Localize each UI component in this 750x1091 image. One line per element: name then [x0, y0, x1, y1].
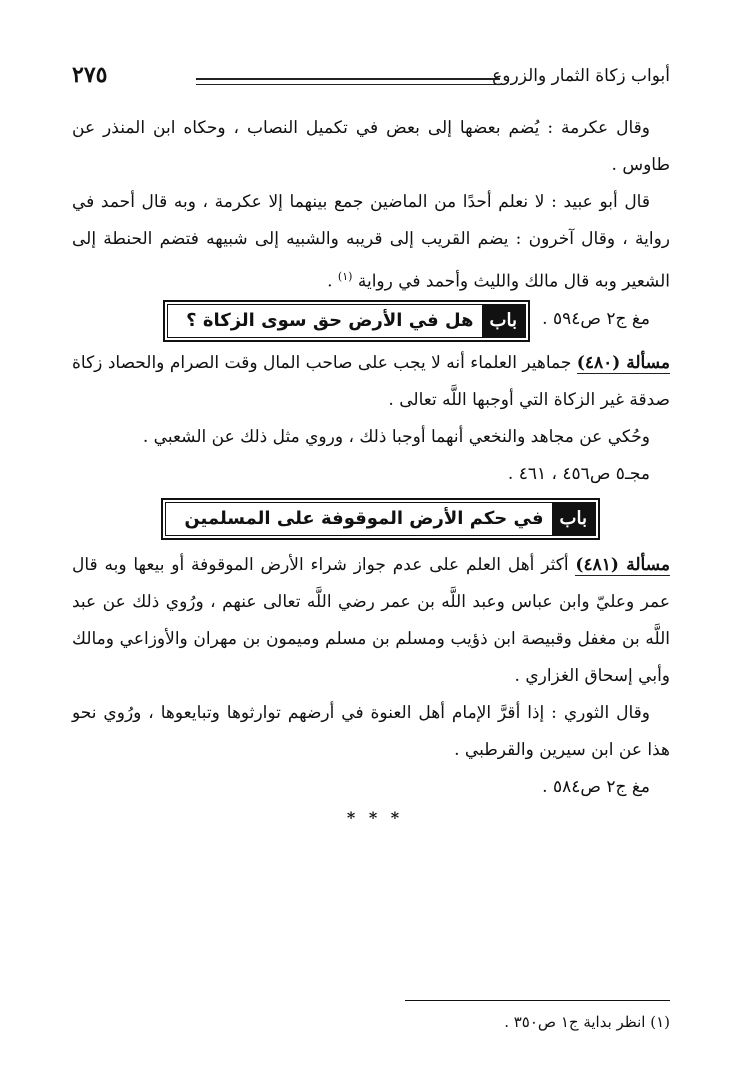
page-number: ٢٧٥	[72, 62, 108, 88]
chapter-heading	[163, 300, 530, 342]
paragraph-abu-ubayd: قال أبو عبيد : لا نعلم أحدًا من الماضين جمع بينهما إلا عكرمة ، وبه قال أحمد في رواية ، وقال آخرون : يضم القريب إلى قريبه والشبيه إلى شبيهه فتضم الحنطة إلى الشعير وبه قال مالك والليث وأحمد في رواية $^{(١)}$ .	[72, 192, 670, 292]
chapter-bab-label: باب	[482, 305, 525, 337]
paragraph-ikrima: وقال عكرمة : يُضم بعضها إلى بعض في تكميل النصاب ، وحكاه ابن المنذر عن طاوس .	[72, 118, 670, 175]
header-rule	[196, 78, 500, 85]
masala-label: مسألة (٤٨١)	[575, 555, 670, 575]
section-separator: * * *	[346, 808, 404, 827]
masala-paragraph: مسألة (٤٨٠) جماهير العلماء أنه لا يجب على صاحب المال وقت الصرام والحصاد زكاة صدقة غير الزكاة التي أوجبها اللَّه تعالى .	[72, 353, 670, 410]
footnote-marker: (١)	[337, 270, 353, 283]
running-title: أبواب زكاة الثمار والزروع	[492, 66, 670, 86]
masala-480	[72, 345, 670, 493]
paragraph-thawri: وقال الثوري : إذا أقرَّ الإمام أهل العنوة في أرضهم توارثوها وتبايعوها ، ورُوي نحو هذا عن ابن سيرين والقرطبي .	[72, 703, 670, 760]
chapter-heading	[161, 498, 600, 540]
chapter-title: في حكم الأرض الموقوفة على المسلمين	[184, 508, 544, 529]
source-reference: مغ ج٢ ص٥٩٤ .	[542, 308, 650, 329]
masala-label: مسألة (٤٨٠)	[576, 353, 670, 373]
paragraph-mujahid: وحُكي عن مجاهد والنخعي أنهما أوجبا ذلك ، وروي مثل ذلك عن الشعبي .	[142, 427, 650, 447]
footnote-rule	[405, 1000, 670, 1001]
chapter-bab-label: باب	[552, 503, 595, 535]
chapter-title: هل في الأرض حق سوى الزكاة ؟	[186, 310, 474, 331]
page-header	[72, 62, 670, 96]
masala-paragraph: مسألة (٤٨١) أكثر أهل العلم على عدم جواز شراء الأرض الموقوفة أو بيعها وبه قال عمر وعليّ وابن عباس وعبد اللَّه بن عمر رضي اللَّه تعالى عنهم ، ورُوي ذلك عن عبد اللَّه بن مغفل وقبيصة ابن ذؤيب ومسلم بن مسلم وميمون بن مهران والأوزاعي ومالك وأبي إسحاق الغزاري .	[72, 555, 670, 686]
footnote: (١) انظر بداية ج١ ص٣٥٠ .	[504, 1013, 670, 1031]
masala-481	[72, 547, 670, 806]
source-reference: مجـ٥ ص٤٥٦ ، ٤٦١ .	[507, 464, 650, 484]
source-reference: مغ ج٢ ص٥٨٤ .	[542, 777, 650, 797]
